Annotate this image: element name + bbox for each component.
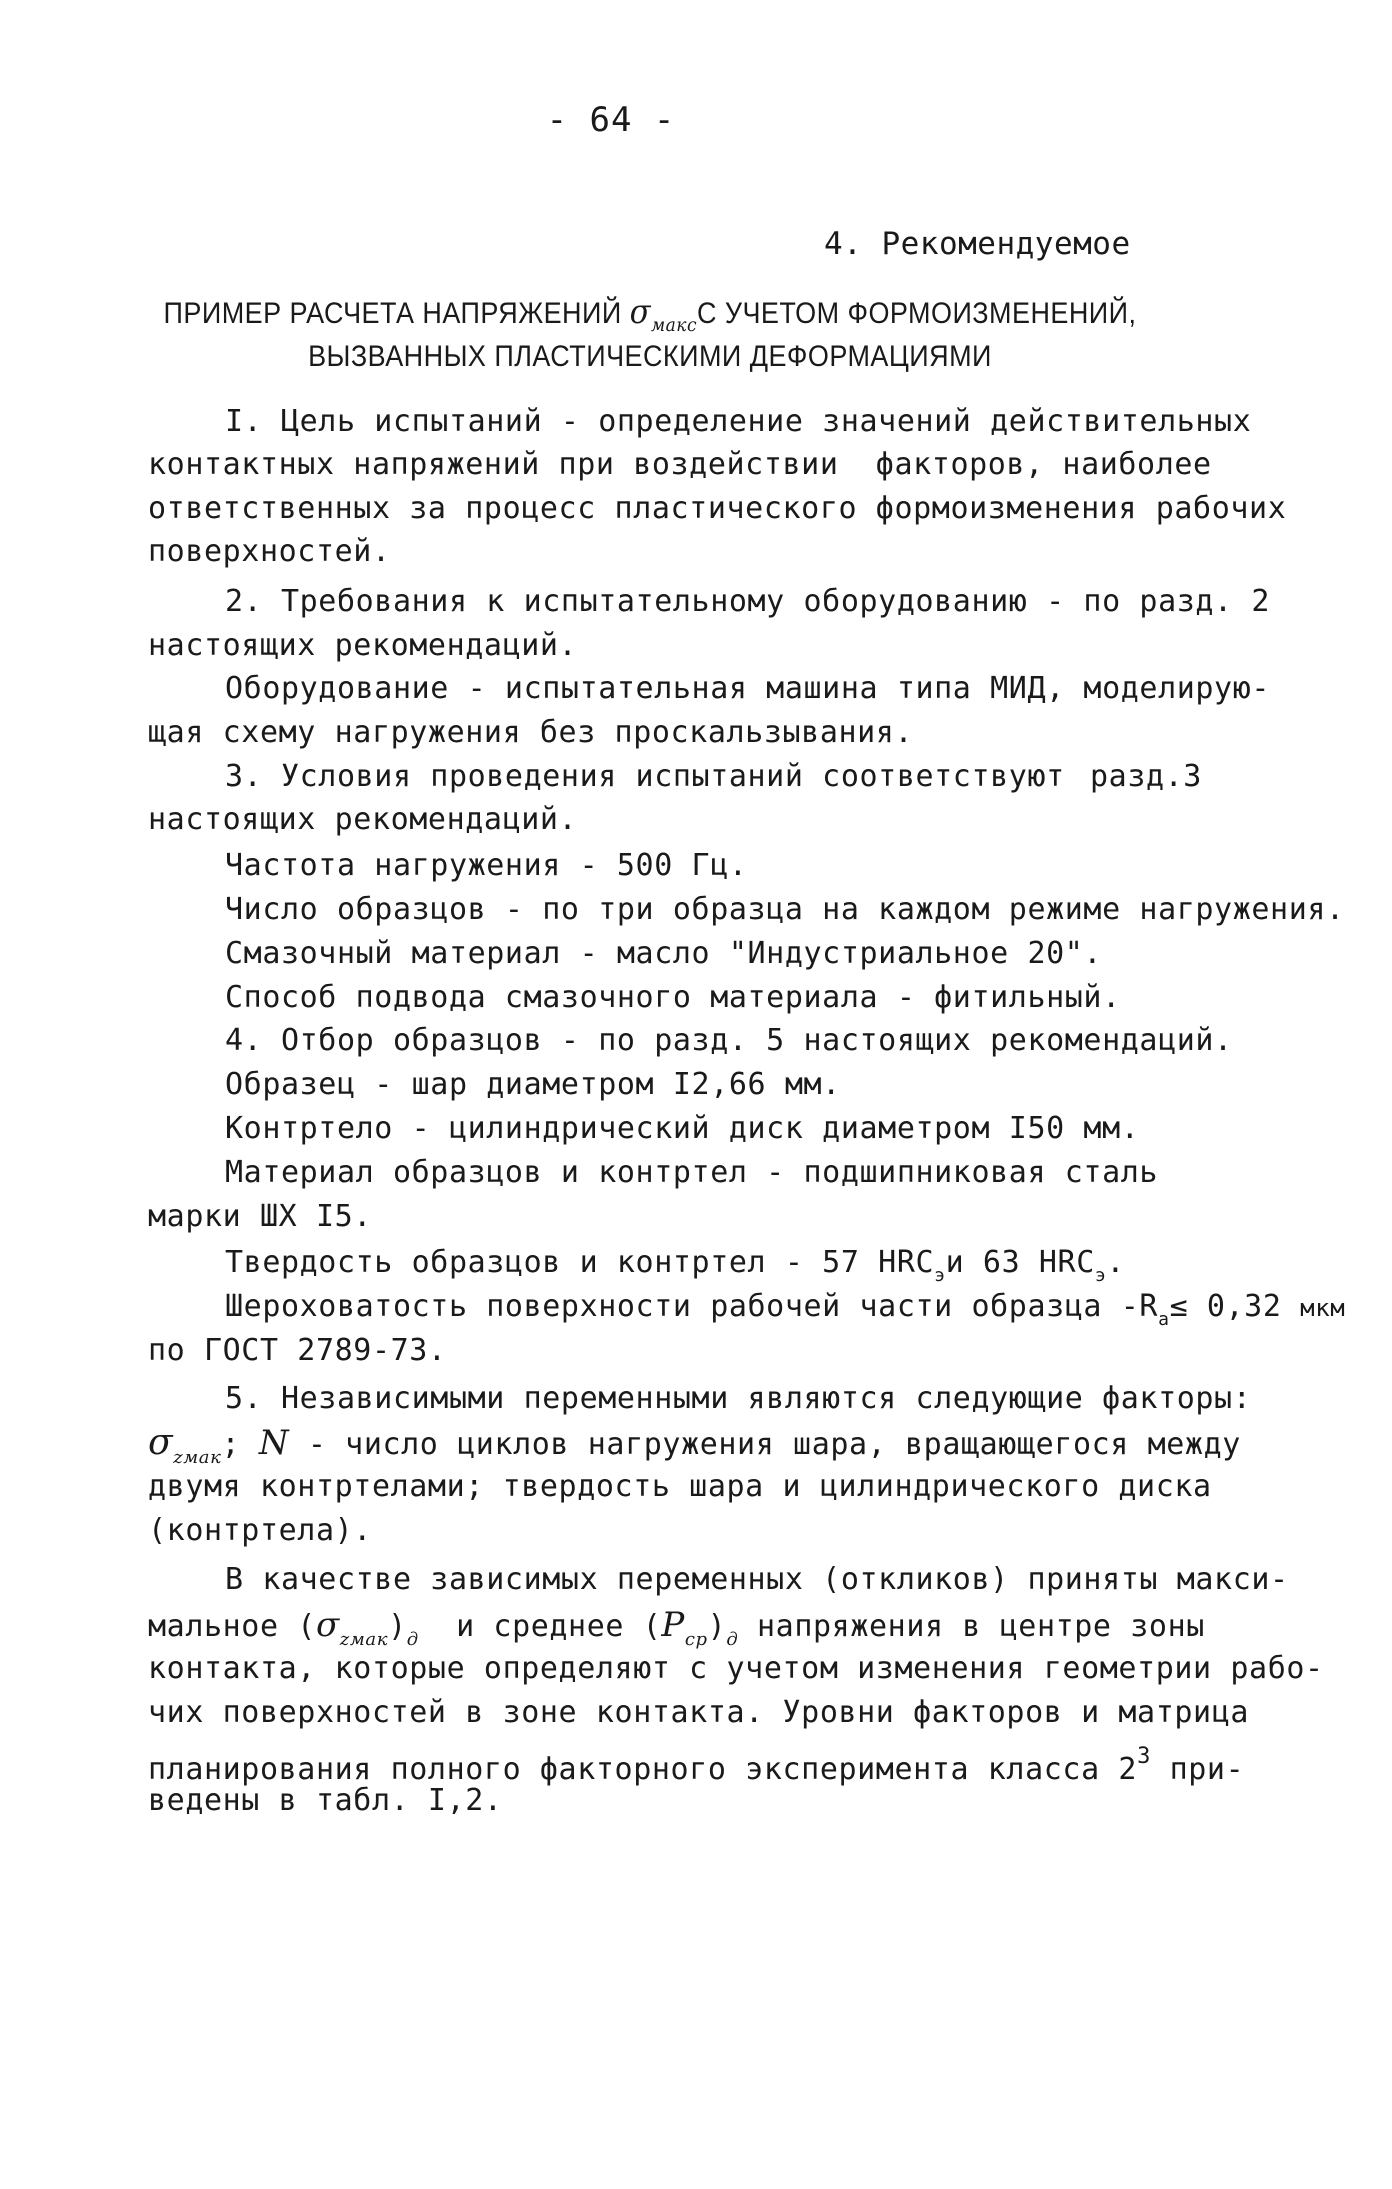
p6-text-b: )	[388, 1609, 407, 1644]
paragraph-5-line-3: двумя контртелами; твердость шара и цилиндрического диска	[148, 1469, 1212, 1504]
paragraph-4-line-2: настоящих рекомендаций.	[148, 802, 578, 837]
p-mean-subscript: ср	[684, 1629, 708, 1650]
roughness-text-b: ≤ 0,32	[1169, 1289, 1282, 1324]
paragraph-1-line-2: контактных напряжений при воздействии факторов, наиболее	[148, 447, 1212, 482]
hardness-text-b: и 63 HRC	[945, 1245, 1095, 1280]
sampling-line: 4. Отбор образцов - по разд. 5 настоящих рекомендаций.	[225, 1023, 1233, 1058]
paragraph-5-line-2-rest: - число циклов нагружения шара, вращающегося между	[289, 1427, 1241, 1462]
sigma-subscript: макс	[651, 314, 697, 336]
factor-separator: ;	[221, 1427, 259, 1462]
paragraph-6-line-1: В качестве зависимых переменных (откликов) приняты макси-	[225, 1562, 1289, 1597]
p6-text-a: мальное (	[148, 1609, 316, 1644]
paragraph-2-line-1: 2. Требования к испытательному оборудованию - по разд. 2	[225, 584, 1271, 619]
p6-l5-text-b: при-	[1150, 1752, 1245, 1787]
paragraph-1-line-3: ответственных за процесс пластического формоизменения рабочих	[148, 491, 1287, 526]
section-title-line-1	[65, 292, 1235, 336]
paragraph-5-line-4: (контртела).	[148, 1513, 372, 1548]
roughness-sub: a	[1158, 1309, 1170, 1330]
paragraph-2-line-2: настоящих рекомендаций.	[148, 628, 578, 663]
sigma-max-subscript: zмак	[339, 1629, 389, 1650]
paragraph-6-line-4: чих поверхностей в зоне контакта. Уровни факторов и матрица	[148, 1695, 1250, 1730]
paragraph-6-line-6: ведены в табл. I,2.	[148, 1783, 503, 1818]
lubricant-supply-line: Способ подвода смазочного материала - фитильный.	[225, 980, 1121, 1015]
exponent: 3	[1137, 1744, 1151, 1769]
frequency-line: Частота нагружения - 500 Гц.	[225, 848, 748, 883]
title-text-a: ПРИМЕР РАСЧЕТА НАПРЯЖЕНИЙ	[163, 297, 630, 330]
sigma-z-symbol: σ	[148, 1422, 174, 1463]
roughness-standard-line: по ГОСТ 2789-73.	[148, 1333, 447, 1368]
p6-text-c: и среднее (	[418, 1609, 662, 1644]
lubricant-line: Смазочный материал - масло "Индустриальное 20".	[225, 936, 1103, 971]
hardness-text-c: .	[1106, 1245, 1125, 1280]
title-text-b: С УЧЕТОМ ФОРМОИЗМЕНЕНИЙ,	[696, 297, 1137, 330]
material-line-1: Материал образцов и контртел - подшипниковая сталь	[225, 1155, 1159, 1190]
paragraph-1-line-1	[225, 402, 1251, 442]
p6-l5-text-a: планирования полного факторного эксперимента класса 2	[148, 1752, 1138, 1787]
material-line-2: марки ШХ I5.	[148, 1199, 372, 1234]
paragraph-6-line-3: контакта, которые определяют с учетом изменения геометрии рабо-	[148, 1651, 1324, 1686]
sigma-symbol: σ	[629, 292, 652, 332]
sample-count-line: Число образцов - по три образца на каждом режиме нагружения.	[225, 892, 1345, 927]
paragraph-3-line-2: щая схему нагружения без проскальзывания.	[148, 715, 914, 750]
roughness-text-a: Шероховатость поверхности рабочей части образца -R	[225, 1289, 1159, 1324]
sigma-max-index: д	[406, 1629, 419, 1650]
hardness-sub-2: э	[1094, 1265, 1107, 1286]
p6-text-d: )	[707, 1609, 727, 1644]
paragraph-5-line-1: 5. Независимыми переменными являются следующие факторы:	[225, 1381, 1252, 1416]
roughness-unit: мкм	[1300, 1294, 1346, 1322]
section-title-line-2: ВЫЗВАННЫХ ПЛАСТИЧЕСКИМИ ДЕФОРМАЦИЯМИ	[308, 340, 992, 373]
specimen-line: Образец - шар диаметром I2,66 мм.	[225, 1067, 841, 1102]
paragraph-4-line-1b: разд.3	[1090, 759, 1202, 794]
paragraph-3-line-1: Оборудование - испытательная машина типа МИД, моделирую-	[225, 671, 1271, 706]
paragraph-1-line-4: поверхностей.	[148, 534, 391, 569]
sigma-max-symbol: σ	[315, 1605, 340, 1645]
hardness-sub-1: э	[934, 1265, 946, 1286]
sigma-z-subscript: zмак	[173, 1447, 222, 1468]
counterbody-line: Контртело - цилиндрический диск диаметром I50 мм.	[225, 1111, 1140, 1146]
annex-label: 4. Рекомендуемое	[824, 226, 1131, 262]
p1-text: I. Цель испытаний - определение значений действительных	[225, 404, 1252, 439]
page-number: - 64 -	[546, 100, 676, 140]
p-mean-symbol: P	[661, 1605, 685, 1645]
paragraph-4-line-1a: 3. Условия проведения испытаний соответствуют	[225, 759, 1065, 794]
hardness-text-a: Твердость образцов и контртел - 57 HRC	[225, 1245, 935, 1280]
p6-text-e: напряжения в центре зоны	[738, 1609, 1205, 1644]
n-symbol: N	[258, 1423, 290, 1463]
p-mean-index: д	[726, 1629, 739, 1650]
